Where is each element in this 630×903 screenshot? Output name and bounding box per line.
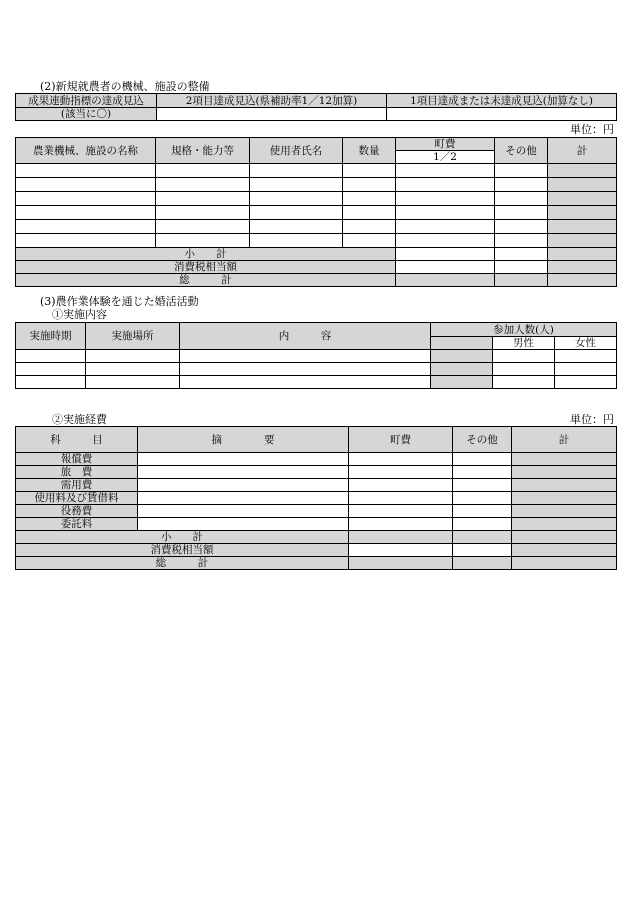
section-2-title: (2)新規就農者の機械、施設の整備 [40, 80, 210, 93]
header-other: その他 [495, 138, 548, 164]
subtotal-row [16, 248, 617, 261]
item-label: 使用料及び賃借料 [16, 492, 138, 505]
header-total: 計 [548, 138, 617, 164]
header-town-ratio: 1／2 [396, 151, 495, 164]
header-where: 実施場所 [86, 323, 180, 350]
grand-total-label: 総 計 [16, 274, 396, 287]
table-row [16, 234, 617, 248]
subsection-1-title: ①実施内容 [52, 308, 107, 321]
option-one-item: 1項目達成または未達成見込(加算なし) [387, 94, 617, 108]
header-when: 実施時期 [16, 323, 86, 350]
header-total-cost: 計 [512, 427, 617, 453]
header-spec: 規格・能力等 [156, 138, 250, 164]
table-row [16, 206, 617, 220]
item-label: 旅 費 [16, 466, 138, 479]
table-row [16, 164, 617, 178]
item-label: 報償費 [16, 453, 138, 466]
header-town-cost: 町費 [349, 427, 453, 453]
table-row [16, 192, 617, 206]
unit-label: 単位：円 [570, 123, 614, 136]
item-label: 役務費 [16, 505, 138, 518]
target-label: 成果連動指標の達成見込 [16, 94, 157, 108]
table-row [16, 220, 617, 234]
item-label: 委託料 [16, 518, 138, 531]
header-other-cost: その他 [453, 427, 512, 453]
cost-table [15, 426, 617, 570]
table-row [16, 518, 617, 531]
activity-table [15, 322, 617, 389]
table-row [16, 363, 617, 376]
table-row [16, 479, 617, 492]
subtotal-row [16, 531, 617, 544]
subtotal-label: 小 計 [16, 248, 396, 261]
header-content: 内 容 [180, 323, 431, 350]
table-row [16, 505, 617, 518]
target-indicator-table [15, 93, 617, 121]
header-town: 町費 [396, 138, 495, 151]
tax-label: 消費税相当額 [16, 261, 396, 274]
header-qty: 数量 [343, 138, 396, 164]
header-machine-name: 農業機械、施設の名称 [16, 138, 156, 164]
option-two-items-mark[interactable] [157, 108, 387, 121]
table-row [16, 178, 617, 192]
subsection-2-title: ②実施経費 [52, 413, 107, 426]
unit-label-2: 単位：円 [570, 413, 614, 426]
target-label-note: (該当に〇) [16, 108, 157, 121]
header-participants: 参加人数(人) [431, 323, 617, 337]
table-row [16, 492, 617, 505]
table-row [16, 350, 617, 363]
tax-row [16, 544, 617, 557]
table-row [16, 453, 617, 466]
grand-total-label: 総 計 [16, 557, 349, 570]
option-one-item-mark[interactable] [387, 108, 617, 121]
tax-label: 消費税相当額 [16, 544, 349, 557]
header-summary: 摘 要 [138, 427, 349, 453]
item-label: 需用費 [16, 479, 138, 492]
header-user: 使用者氏名 [250, 138, 343, 164]
section-3-title: (3)農作業体験を通じた婚活活動 [40, 295, 199, 308]
table-row [16, 376, 617, 389]
machinery-table [15, 137, 617, 287]
header-item: 科 目 [16, 427, 138, 453]
option-two-items: 2項目達成見込(県補助率1／12加算) [157, 94, 387, 108]
table-row [16, 466, 617, 479]
header-female: 女性 [555, 337, 617, 350]
subtotal-label: 小 計 [16, 531, 349, 544]
header-male: 男性 [493, 337, 555, 350]
grand-total-row [16, 274, 617, 287]
grand-total-row [16, 557, 617, 570]
tax-row [16, 261, 617, 274]
